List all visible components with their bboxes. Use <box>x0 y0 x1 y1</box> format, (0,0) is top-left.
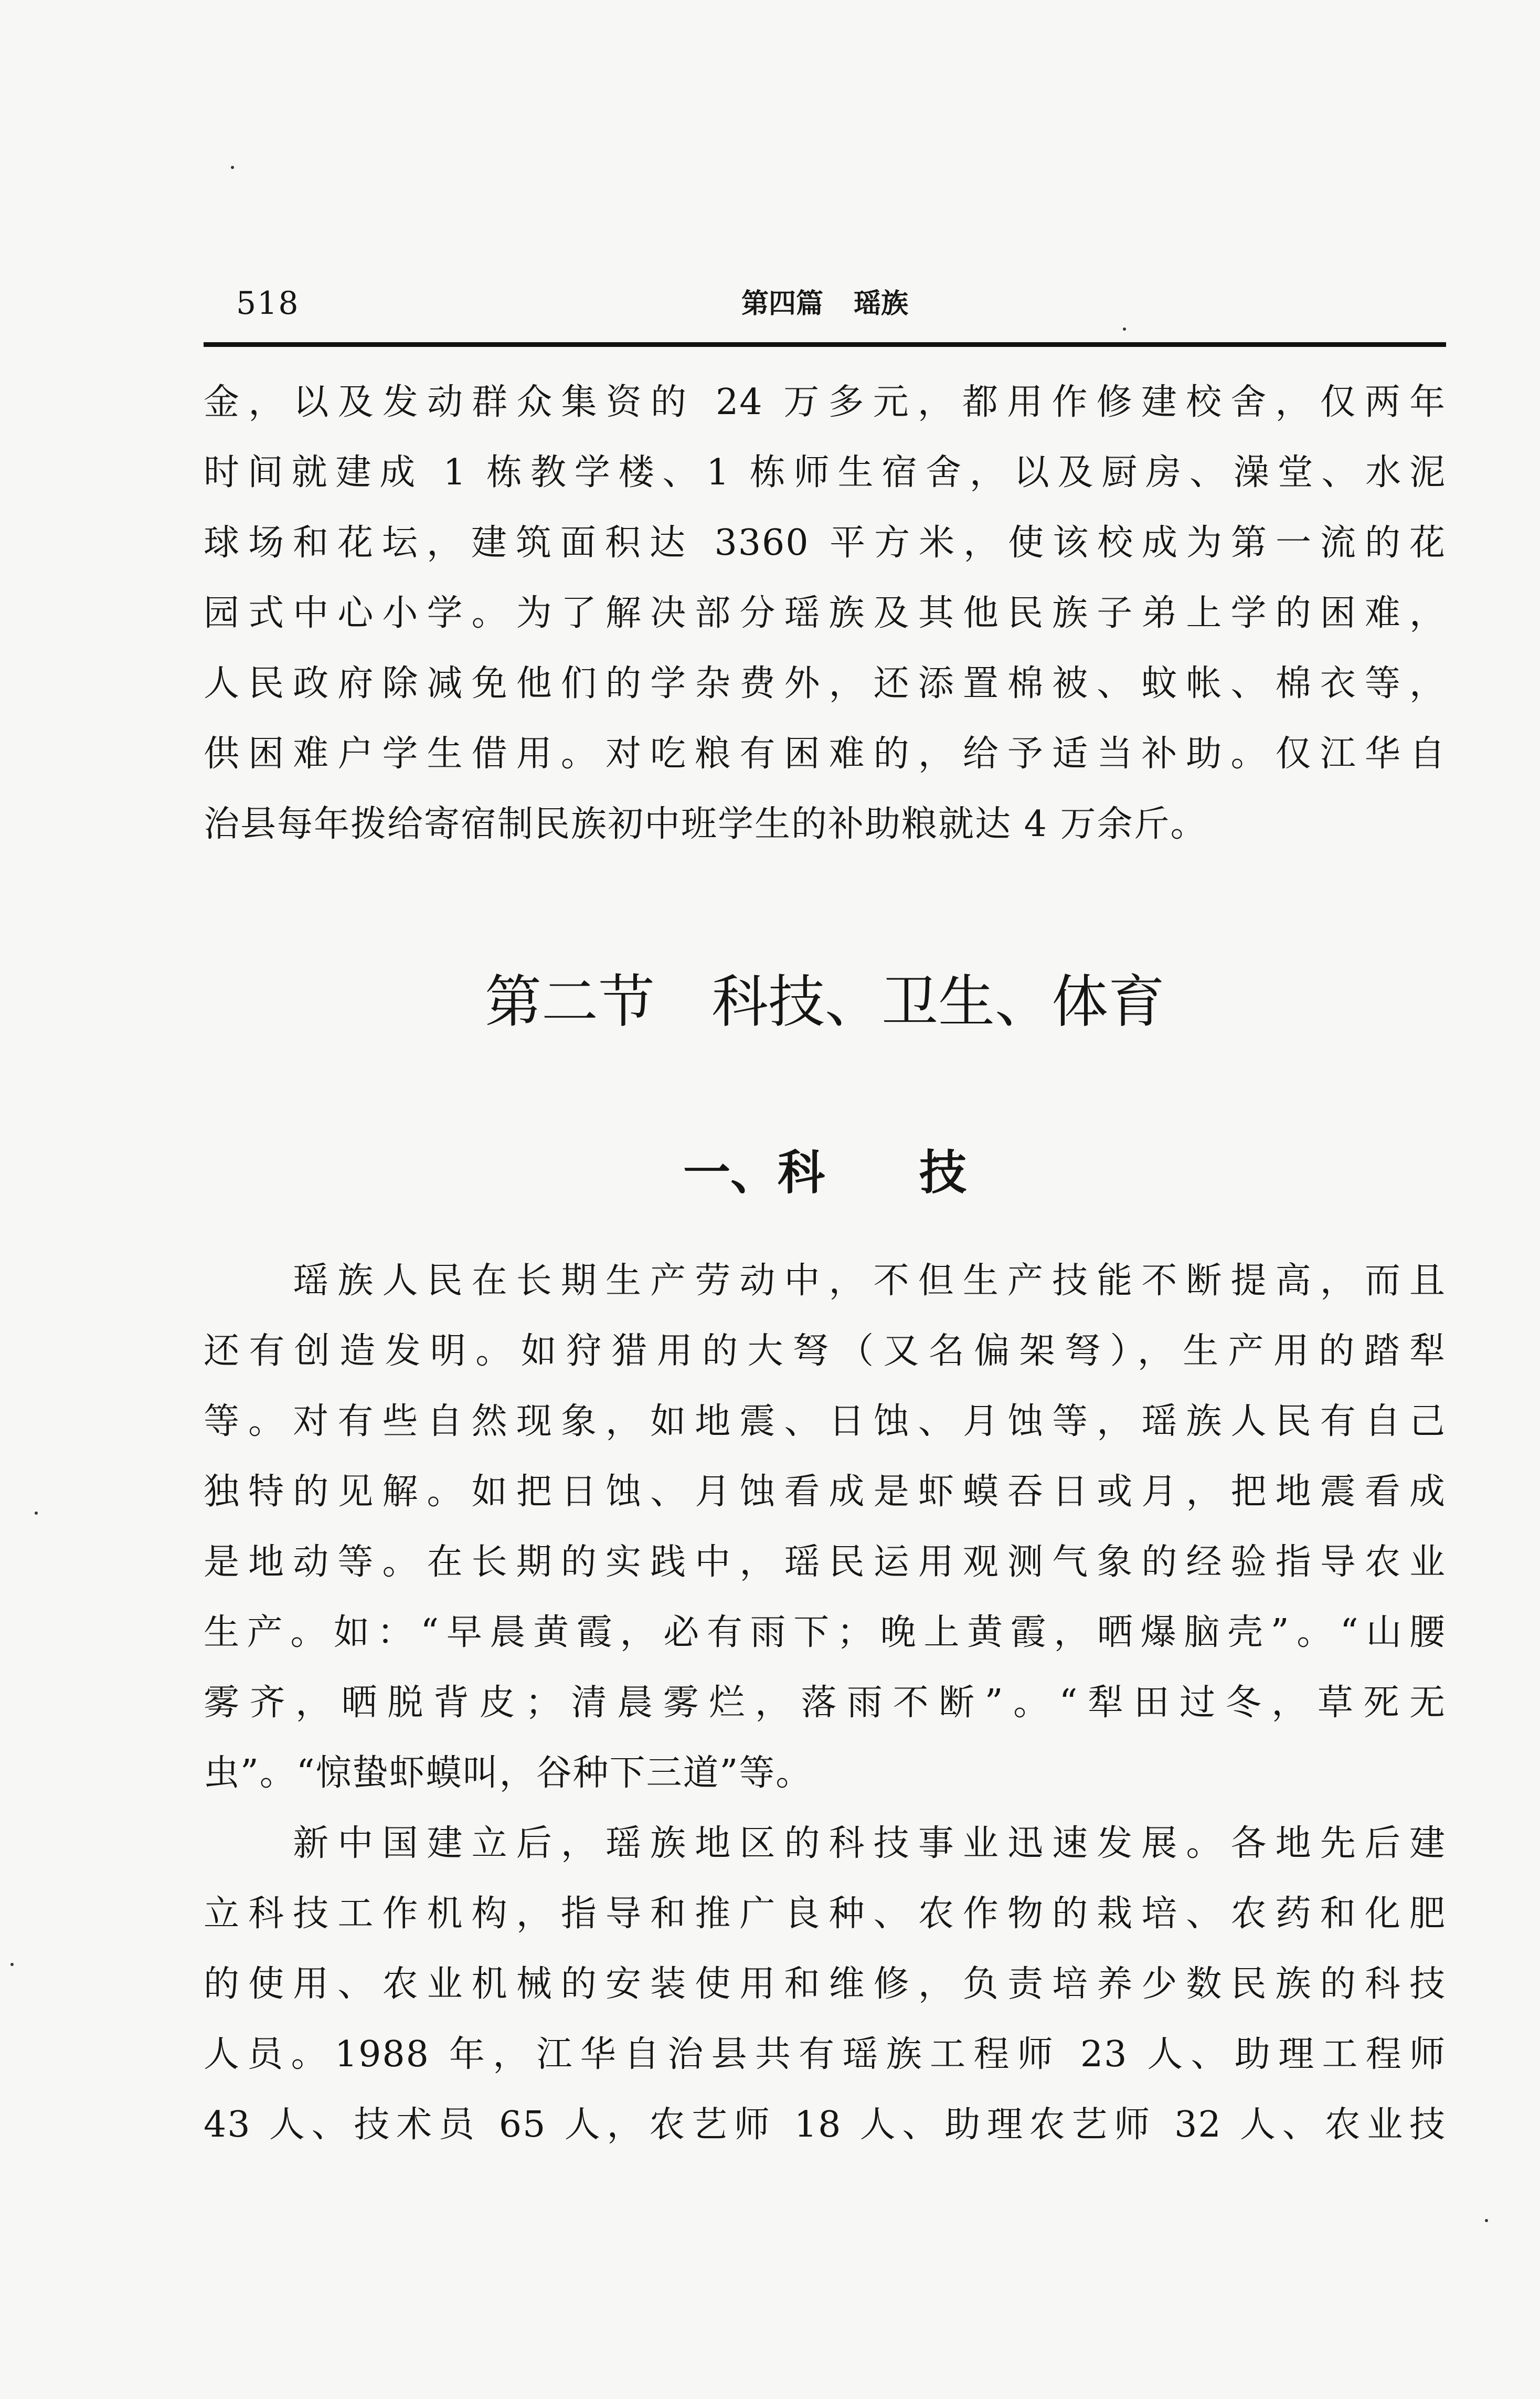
text-line: 生产。如：“早晨黄霞，必有雨下；晚上黄霞，晒爆脑壳”。“山腰 <box>204 1612 1446 1653</box>
text-line: 园式中心小学。为了解决部分瑶族及其他民族子弟上学的困难， <box>204 593 1446 634</box>
subsection-title: 一、科 技 <box>683 1145 967 1200</box>
text-line: 新中国建立后，瑶族地区的科技事业迅速发展。各地先后建 <box>204 1823 1446 1864</box>
page-header <box>204 282 1446 330</box>
text-line: 球场和花坛，建筑面积达 3360 平方米，使该校成为第一流的花 <box>204 522 1446 564</box>
text-line: 还有创造发明。如狩猎用的大弩（又名偏架弩），生产用的踏犁 <box>204 1330 1446 1372</box>
text-line: 人员。1988 年，江华自治县共有瑶族工程师 23 人、助理工程师 <box>204 2034 1446 2075</box>
text-line: 瑶族人民在长期生产劳动中，不但生产技能不断提高，而且 <box>204 1260 1446 1302</box>
text-line: 雾齐，晒脱背皮；清晨雾烂，落雨不断”。“犁田过冬，草死无 <box>204 1682 1446 1724</box>
text-line: 是地动等。在长期的实践中，瑶民运用观测气象的经验指导农业 <box>204 1541 1446 1583</box>
scan-speck <box>1485 2219 1488 2222</box>
scan-speck <box>231 166 234 169</box>
header-rule <box>204 342 1446 347</box>
text-line: 等。对有些自然现象，如地震、日蚀、月蚀等，瑶族人民有自己 <box>204 1401 1446 1442</box>
scan-speck <box>1123 327 1126 331</box>
text-line: 虫”。“惊蛰虾蟆叫，谷种下三道”等。 <box>204 1752 813 1794</box>
section-title: 第二节 科技、卫生、体育 <box>484 969 1165 1035</box>
text-line: 供困难户学生借用。对吃粮有困难的，给予适当补助。仅江华自 <box>204 733 1446 775</box>
text-line: 43 人、技术员 65 人，农艺师 18 人、助理农艺师 32 人、农业技 <box>204 2104 1446 2146</box>
text-line: 时间就建成 1 栋教学楼、1 栋师生宿舍，以及厨房、澡堂、水泥 <box>204 452 1446 493</box>
text-line: 治县每年拨给寄宿制民族初中班学生的补助粮就达 4 万余斤。 <box>204 804 1207 845</box>
page-number: 518 <box>236 285 300 322</box>
scan-speck <box>10 1963 14 1966</box>
text-line: 独特的见解。如把日蚀、月蚀看成是虾蟆吞日或月，把地震看成 <box>204 1471 1446 1513</box>
text-line: 的使用、农业机械的安装使用和维修，负责培养少数民族的科技 <box>204 1963 1446 2005</box>
running-title: 第四篇 瑶族 <box>741 288 909 320</box>
text-line: 人民政府除减免他们的学杂费外，还添置棉被、蚊帐、棉衣等， <box>204 663 1446 704</box>
text-line: 立科技工作机构，指导和推广良种、农作物的栽培、农药和化肥 <box>204 1893 1446 1935</box>
text-line: 金，以及发动群众集资的 24 万多元，都用作修建校舍，仅两年 <box>204 382 1446 423</box>
scan-speck <box>35 1512 38 1515</box>
